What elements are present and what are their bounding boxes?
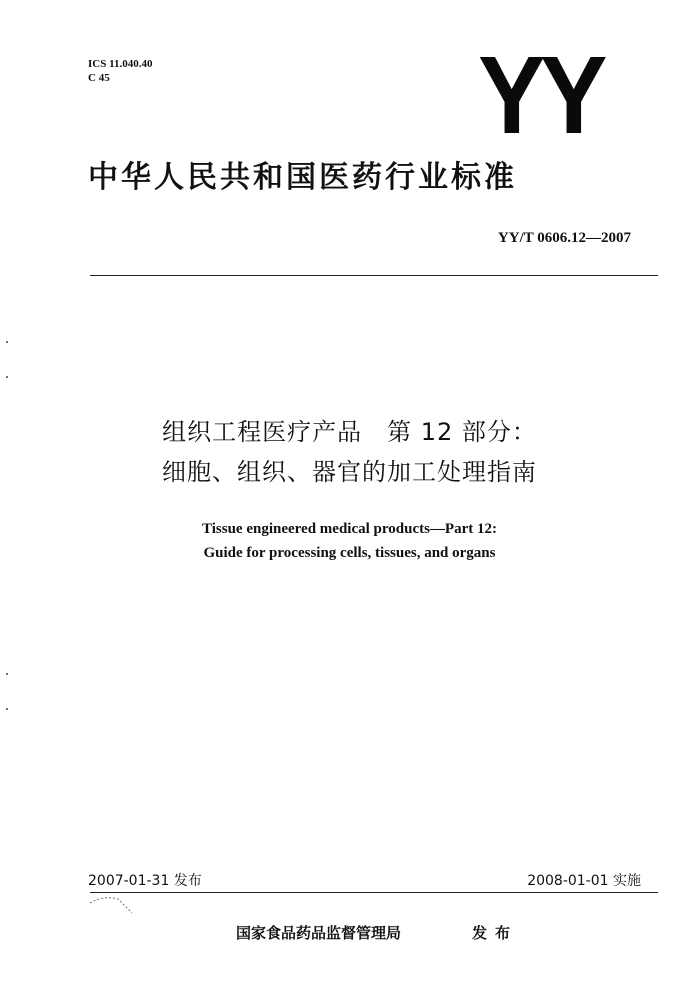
- english-title-line-1: Tissue engineered medical products—Part 12:: [202, 521, 497, 537]
- scan-speck: [6, 376, 8, 378]
- issue-date: 2007-01-31 发布: [88, 873, 202, 889]
- chinese-title-line-1: 组织工程医疗产品 第 12 部分：: [162, 418, 537, 446]
- english-title-line-2: Guide for processing cells, tissues, and organs: [203, 545, 496, 561]
- standard-number: YY/T 0606.12—2007: [497, 230, 631, 246]
- classification-code: C 45: [88, 72, 110, 84]
- scan-mark: [88, 893, 136, 915]
- header-divider: [90, 275, 658, 276]
- chinese-title-line-2: 细胞、组织、器官的加工处理指南: [162, 458, 537, 486]
- implementation-date: 2008-01-01 实施: [527, 873, 641, 889]
- issuing-authority: 国家食品药品监督管理局: [236, 924, 402, 942]
- scan-speck: [6, 673, 8, 675]
- scan-speck: [6, 341, 8, 343]
- footer-divider: [90, 892, 658, 893]
- publish-label: 发布: [472, 924, 519, 942]
- organization-title: 中华人民共和国医药行业标准: [88, 160, 517, 195]
- scan-speck: [6, 708, 8, 710]
- yy-logo: YY: [478, 34, 602, 157]
- ics-code: ICS 11.040.40: [88, 58, 153, 70]
